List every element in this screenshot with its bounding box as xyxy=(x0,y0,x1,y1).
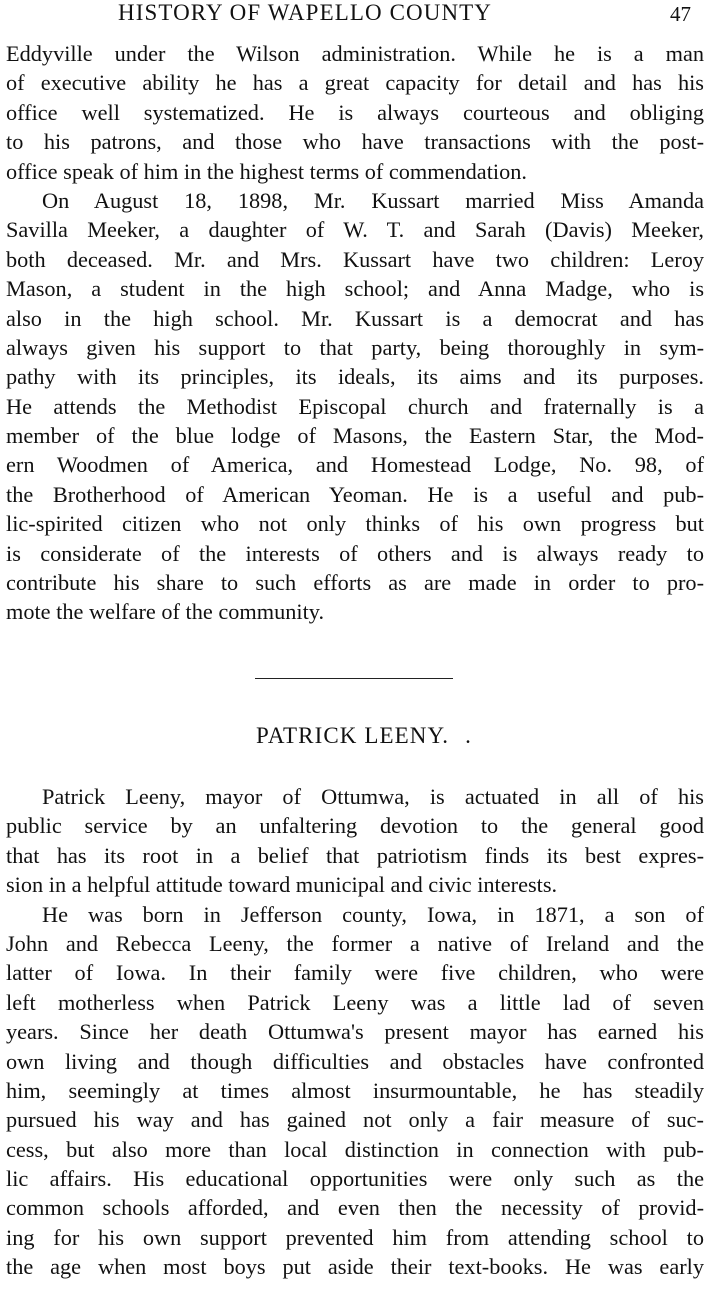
text-line: He was born in Jefferson county, Iowa, in 1871, a son of xyxy=(42,901,704,927)
text-line: ern Woodmen of America, and Homestead Lodge, No. 98, of xyxy=(6,452,704,478)
text-line: Patrick Leeny, mayor of Ottumwa, is actuated in all of his xyxy=(42,784,704,809)
text-line: office speak of him in the highest terms of commendation. xyxy=(6,158,527,184)
text-line: mote the welfare of the community. xyxy=(6,599,325,625)
text-line: also in the high school. Mr. Kussart is a democrat and has xyxy=(6,305,704,331)
text-line: years. Since her death Ottumwa's present mayor has earned his xyxy=(6,1019,704,1045)
text-line: sion in a helpful attitude toward municipal and civic interests. xyxy=(6,872,558,898)
text-line: latter of Iowa. In their family were five children, who were xyxy=(6,960,704,986)
section-divider xyxy=(255,678,453,679)
running-head xyxy=(0,0,712,34)
text-line: the Brotherhood of American Yeoman. He is a useful and pub- xyxy=(6,481,704,507)
text-line: the age when most boys put aside their text-books. He was early xyxy=(6,1254,704,1280)
page-number: 47 xyxy=(670,2,691,26)
text-line: always given his support to that party, being thoroughly in sym- xyxy=(6,334,704,360)
text-line: member of the blue lodge of Masons, the Eastern Star, the Mod- xyxy=(6,423,704,449)
section-heading xyxy=(0,722,712,750)
text-line: On August 18, 1898, Mr. Kussart married Miss Amanda xyxy=(42,187,704,213)
text-line: Eddyville under the Wilson administration. While he is a man xyxy=(6,41,704,66)
text-line: own living and though difficulties and obstacles have confronted xyxy=(6,1048,704,1074)
text-line: left motherless when Patrick Leeny was a little lad of seven xyxy=(6,989,704,1015)
text-line: that has its root in a belief that patriotism finds its best expres- xyxy=(6,842,704,868)
running-title: HISTORY OF WAPELLO COUNTY xyxy=(118,0,493,25)
section-1-body xyxy=(6,39,704,627)
text-line: Mason, a student in the high school; and Anna Madge, who is xyxy=(6,276,704,302)
text-line: John and Rebecca Leeny, the former a native of Ireland and the xyxy=(6,930,704,956)
text-line: contribute his share to such efforts as are made in order to pro- xyxy=(6,570,704,596)
text-line: both deceased. Mr. and Mrs. Kussart have two children: Leroy xyxy=(6,246,704,272)
section-2-body xyxy=(6,782,704,1282)
text-line: Savilla Meeker, a daughter of W. T. and Sarah (Davis) Meeker, xyxy=(6,217,704,243)
section-heading-text: PATRICK LEENY. xyxy=(256,723,450,748)
text-line: lic-spirited citizen who not only thinks of his own progress but xyxy=(6,511,704,537)
text-line: pursued his way and has gained not only a fair measure of suc- xyxy=(6,1107,704,1133)
text-line: him, seemingly at times almost insurmountable, he has steadily xyxy=(6,1077,704,1103)
text-line: office well systematized. He is always courteous and obliging xyxy=(6,99,704,125)
text-line: He attends the Methodist Episcopal church and fraternally is a xyxy=(6,393,704,419)
section-heading-stray-mark: . xyxy=(465,723,472,748)
text-line: public service by an unfaltering devotion to the general good xyxy=(6,813,704,839)
text-line: ing for his own support prevented him from attending school to xyxy=(6,1224,704,1250)
text-line: pathy with its principles, its ideals, its aims and its purposes. xyxy=(6,364,704,390)
text-line: to his patrons, and those who have transactions with the post- xyxy=(6,129,704,155)
text-line: common schools afforded, and even then the necessity of provid- xyxy=(6,1195,704,1221)
text-line: cess, but also more than local distinction in connection with pub- xyxy=(6,1136,704,1162)
text-line: is considerate of the interests of others and is always ready to xyxy=(6,540,704,566)
text-line: lic affairs. His educational opportunities were only such as the xyxy=(6,1166,704,1192)
text-line: of executive ability he has a great capacity for detail and has his xyxy=(6,70,704,96)
